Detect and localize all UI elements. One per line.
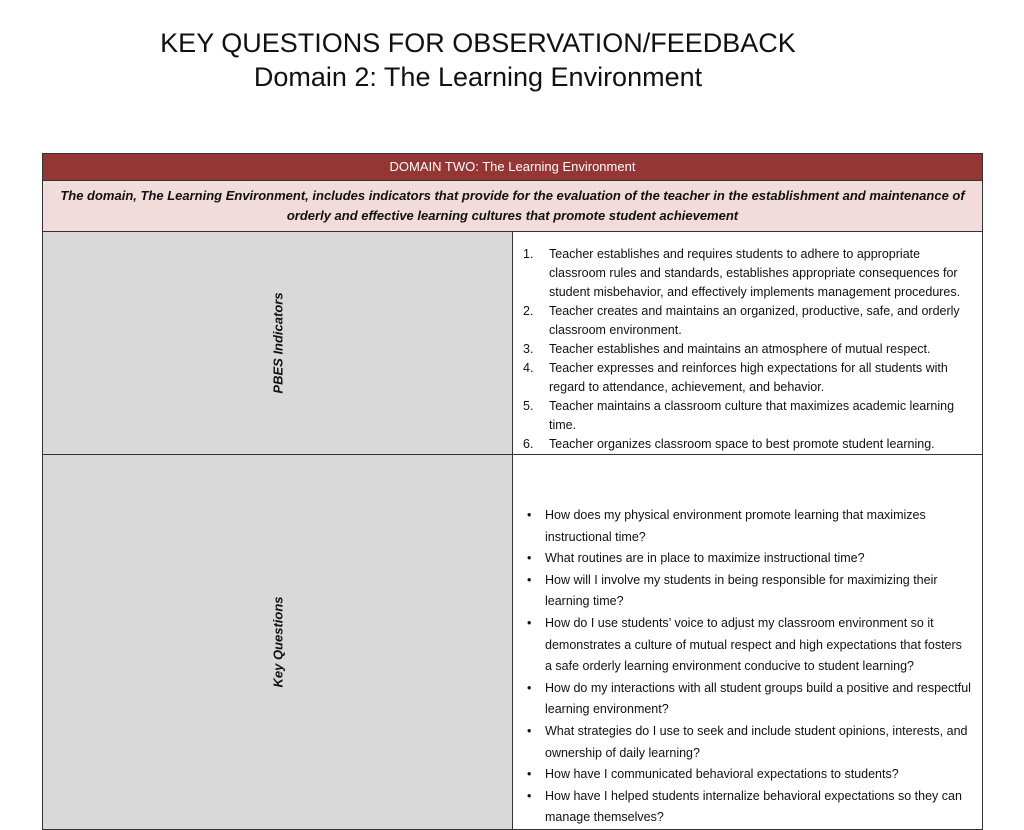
domain-table xyxy=(42,153,983,830)
title-line-1: KEY QUESTIONS FOR OBSERVATION/FEEDBACK xyxy=(160,28,796,58)
pbes-indicator-item xyxy=(523,435,972,454)
pbes-content-cell xyxy=(513,232,983,455)
key-question-item xyxy=(525,570,972,613)
key-questions-row xyxy=(43,455,983,830)
domain-header: DOMAIN TWO: The Learning Environment xyxy=(43,154,983,181)
key-question-text: How have I helped students internalize behavioral expectations so they can manage themselves? xyxy=(545,788,962,825)
pbes-indicator-list xyxy=(523,245,972,454)
bullet-icon: • xyxy=(527,572,532,587)
key-question-item xyxy=(525,613,972,678)
pbes-indicator-number: 2. xyxy=(523,304,534,318)
bullet-icon: • xyxy=(527,788,532,803)
pbes-indicator-number: 1. xyxy=(523,247,534,261)
pbes-indicator-text: Teacher maintains a classroom culture that maximizes academic learning time. xyxy=(549,399,955,432)
title-line-2: Domain 2: The Learning Environment xyxy=(253,62,703,92)
key-question-item xyxy=(525,548,972,570)
key-question-item xyxy=(525,505,972,548)
key-question-text: What routines are in place to maximize instructional time? xyxy=(545,551,865,566)
pbes-indicator-text: Teacher expresses and reinforces high expectations for all students with regard to attendance, achievement, and behavior. xyxy=(549,361,948,394)
key-question-item xyxy=(525,721,972,764)
domain-description: The domain, The Learning Environment, includes indicators that provide for the evaluation of the teacher in the establishment and maintenance of orderly and effective learning cultures that promote student achievement xyxy=(43,181,983,232)
pbes-indicator-number: 5. xyxy=(523,399,534,413)
key-question-item xyxy=(525,678,972,721)
key-question-text: How will I involve my students in being responsible for maximizing their learning time? xyxy=(545,572,938,609)
key-questions-list xyxy=(525,505,972,829)
pbes-indicator-number: 6. xyxy=(523,437,534,451)
pbes-indicator-number: 4. xyxy=(523,361,534,375)
key-question-item xyxy=(525,764,972,786)
pbes-indicator-item xyxy=(523,397,972,435)
key-questions-label: Key Questions xyxy=(270,596,285,688)
pbes-indicator-text: Teacher creates and maintains an organized, productive, safe, and orderly classroom environment. xyxy=(549,304,960,337)
bullet-icon: • xyxy=(527,767,532,782)
slide-title xyxy=(0,26,956,94)
key-question-item xyxy=(525,786,972,829)
bullet-icon: • xyxy=(527,680,532,695)
pbes-side-cell xyxy=(43,232,513,455)
key-questions-side-cell xyxy=(43,455,513,830)
bullet-icon: • xyxy=(527,551,532,566)
pbes-indicators-label: PBES Indicators xyxy=(270,292,285,394)
key-question-text: How do my interactions with all student groups build a positive and respectful learning environment? xyxy=(545,680,971,717)
pbes-indicator-text: Teacher organizes classroom space to best promote student learning. xyxy=(549,437,935,451)
bullet-icon: • xyxy=(527,723,532,738)
pbes-indicator-item xyxy=(523,302,972,340)
pbes-indicator-item xyxy=(523,359,972,397)
pbes-row xyxy=(43,232,983,455)
key-question-text: How do I use students’ voice to adjust my classroom environment so it demonstrates a culture of mutual respect and high expectations that fosters a safe orderly learning environment conducive to student learning? xyxy=(545,615,962,674)
pbes-indicator-number: 3. xyxy=(523,342,534,356)
key-question-text: What strategies do I use to seek and include student opinions, interests, and ownership of daily learning? xyxy=(545,723,968,760)
pbes-indicator-item xyxy=(523,340,972,359)
pbes-indicator-text: Teacher establishes and requires students to adhere to appropriate classroom rules and standards, establishes appropriate consequences for student misbehavior, and effectively implements management procedures. xyxy=(549,247,961,299)
key-question-text: How does my physical environment promote learning that maximizes instructional time? xyxy=(545,508,926,544)
table-header-row xyxy=(43,154,983,181)
description-row xyxy=(43,181,983,232)
key-question-text: How have I communicated behavioral expectations to students? xyxy=(545,767,899,782)
bullet-icon: • xyxy=(527,615,532,630)
bullet-icon: • xyxy=(527,508,532,522)
pbes-indicator-item xyxy=(523,245,972,302)
key-questions-content-cell xyxy=(513,455,983,830)
pbes-indicator-text: Teacher establishes and maintains an atmosphere of mutual respect. xyxy=(549,342,931,356)
